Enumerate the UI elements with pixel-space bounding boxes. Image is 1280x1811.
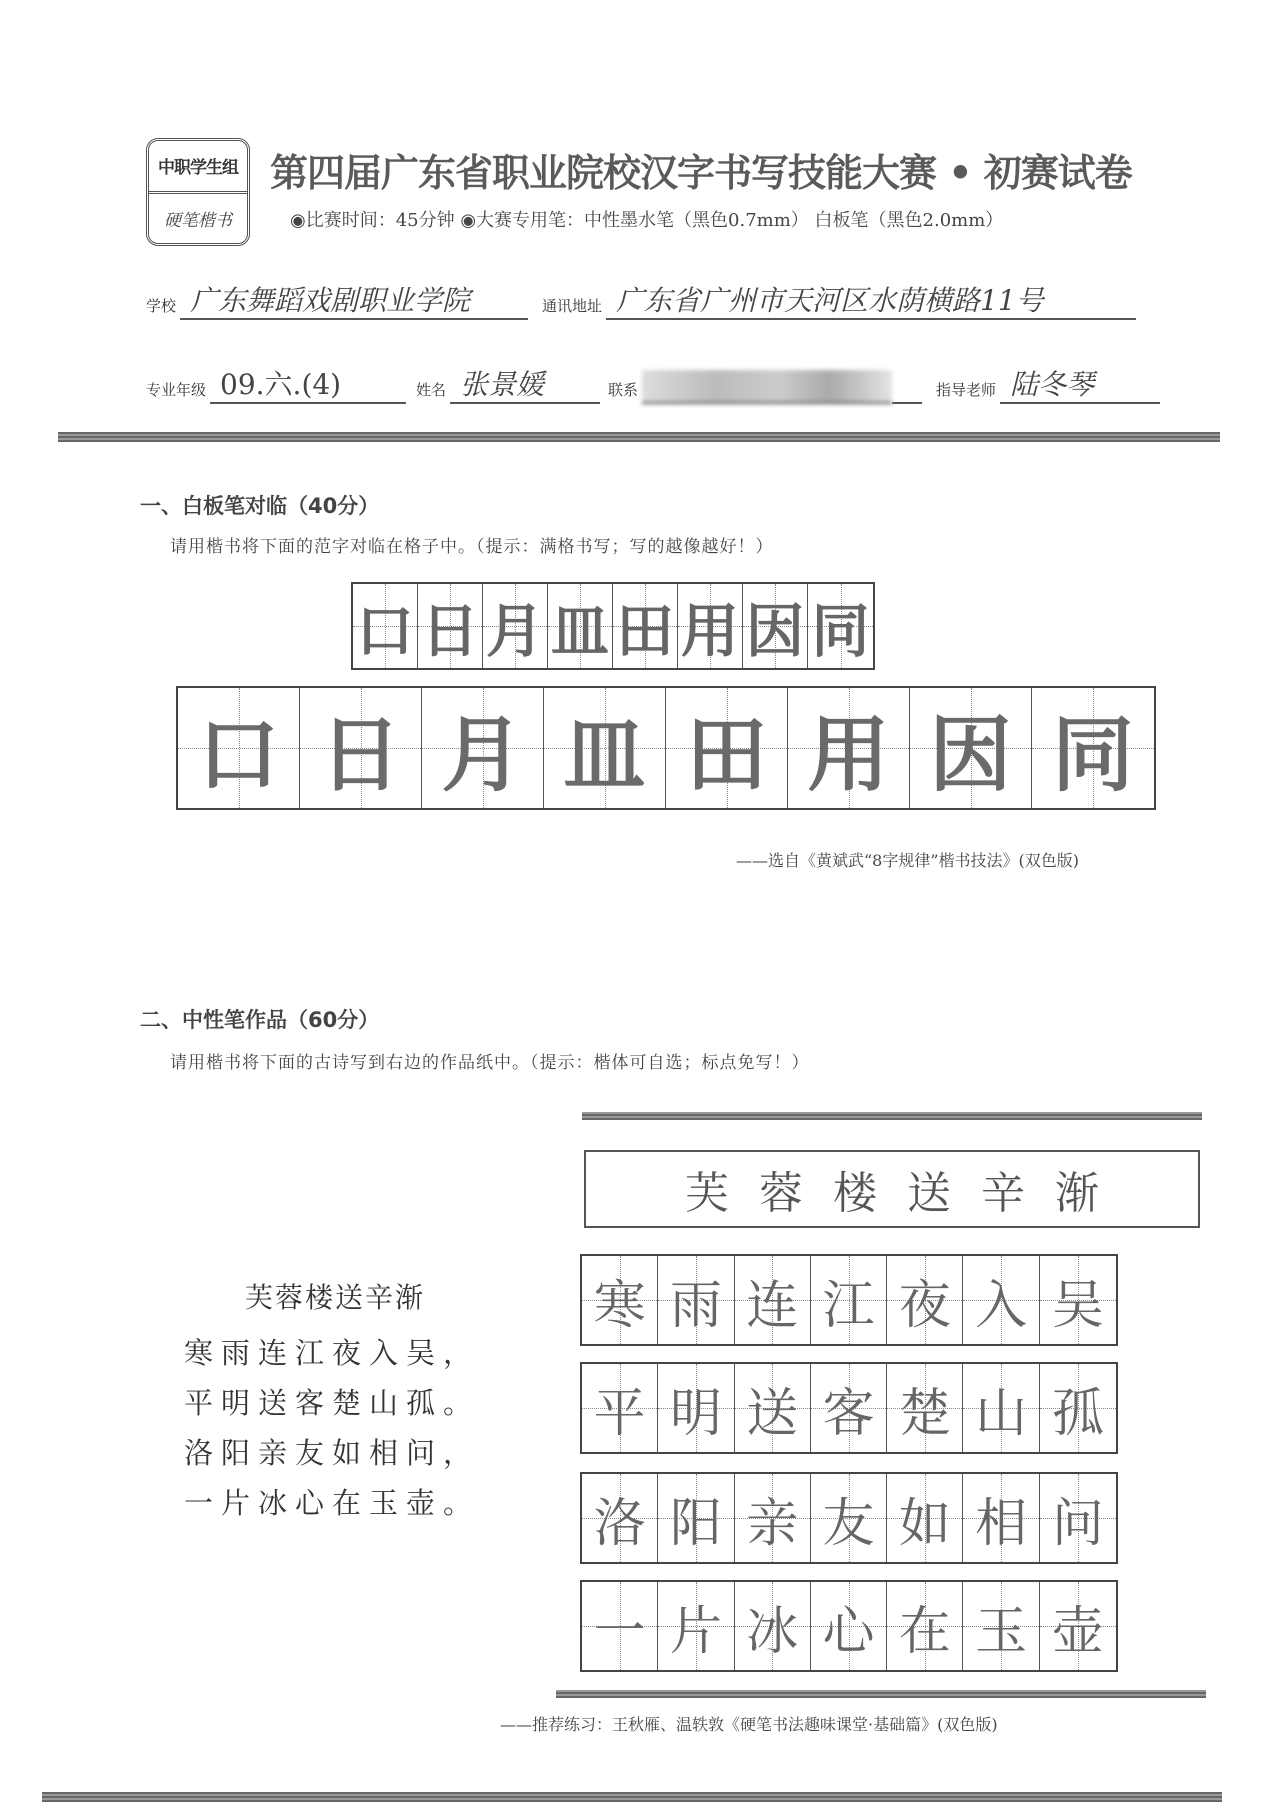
copy-cell[interactable]: 因	[910, 688, 1032, 808]
work-grid-row-3	[580, 1472, 1118, 1564]
work-cell[interactable]: 吴	[1040, 1256, 1116, 1344]
work-cell[interactable]: 平	[582, 1364, 658, 1452]
work-cell[interactable]: 冰	[735, 1582, 811, 1670]
model-character-grid	[351, 582, 875, 670]
copy-cell[interactable]: 日	[300, 688, 422, 808]
work-cell[interactable]: 客	[811, 1364, 887, 1452]
work-cell[interactable]: 友	[811, 1474, 887, 1562]
name-field[interactable]: 张景媛	[450, 368, 600, 404]
work-paper-top-border	[582, 1112, 1202, 1120]
recommendation-note: ——推荐练习：王秋雁、温轶敦《硬笔书法趣味课堂·基础篇》(双色版)	[500, 1715, 998, 1734]
work-cell[interactable]: 夜	[887, 1256, 963, 1344]
work-cell[interactable]: 雨	[658, 1256, 734, 1344]
teacher-label: 指导老师	[936, 381, 997, 399]
section-1-heading: 一、白板笔对临（40分）	[140, 494, 380, 518]
work-cell[interactable]: 山	[963, 1364, 1039, 1452]
model-cell: 口	[353, 584, 418, 668]
work-grid-row-2	[580, 1362, 1118, 1454]
work-cell[interactable]: 如	[887, 1474, 963, 1562]
contact-label: 联系	[608, 381, 639, 399]
poem-line: 平明送客楚山孤。	[184, 1386, 481, 1420]
work-cell[interactable]: 亲	[735, 1474, 811, 1562]
section-2-heading: 二、中性笔作品（60分）	[140, 1008, 380, 1032]
work-cell[interactable]: 连	[735, 1256, 811, 1344]
work-cell[interactable]: 明	[658, 1364, 734, 1452]
model-cell: 田	[613, 584, 678, 668]
model-cell: 日	[418, 584, 483, 668]
work-cell[interactable]: 在	[887, 1582, 963, 1670]
copy-character-grid	[176, 686, 1156, 810]
school-field[interactable]: 广东舞蹈戏剧职业学院	[180, 284, 528, 320]
work-cell[interactable]: 洛	[582, 1474, 658, 1562]
copy-cell[interactable]: 用	[788, 688, 910, 808]
info-row-2	[146, 368, 1160, 404]
poem-line: 洛阳亲友如相问，	[184, 1436, 481, 1470]
major-label: 专业年级	[146, 381, 207, 399]
model-cell: 因	[743, 584, 808, 668]
work-cell[interactable]: 孤	[1040, 1364, 1116, 1452]
poem-line: 一片冰心在玉壶。	[184, 1486, 481, 1520]
section-2-instruction: 请用楷书将下面的古诗写到右边的作品纸中。（提示：楷体可自选；标点免写！）	[170, 1053, 810, 1073]
work-cell[interactable]: 心	[811, 1582, 887, 1670]
work-cell[interactable]: 一	[582, 1582, 658, 1670]
poem-line: 寒雨连江夜入吴，	[184, 1336, 481, 1370]
work-grid-row-4	[580, 1580, 1118, 1672]
work-cell[interactable]: 送	[735, 1364, 811, 1452]
section-1-instruction: 请用楷书将下面的范字对临在格子中。（提示：满格书写；写的越像越好！）	[170, 537, 774, 557]
contact-underline	[892, 370, 922, 404]
work-cell[interactable]: 片	[658, 1582, 734, 1670]
school-label: 学校	[146, 297, 177, 315]
model-cell: 同	[808, 584, 873, 668]
work-cell[interactable]: 相	[963, 1474, 1039, 1562]
contact-field-redacted[interactable]	[642, 370, 892, 404]
page-title: 第四届广东省职业院校汉字书写技能大赛 • 初赛试卷	[270, 151, 1132, 195]
header-divider	[58, 432, 1220, 442]
category-badge	[146, 138, 250, 246]
address-label: 通讯地址	[542, 297, 603, 315]
copy-cell[interactable]: 皿	[544, 688, 666, 808]
teacher-field[interactable]: 陆冬琴	[1000, 368, 1160, 404]
model-cell: 皿	[548, 584, 613, 668]
address-field[interactable]: 广东省广州市天河区水荫横路11号	[606, 284, 1136, 320]
work-cell[interactable]: 寒	[582, 1256, 658, 1344]
copy-cell[interactable]: 田	[666, 688, 788, 808]
badge-group-label: 中职学生组	[149, 141, 247, 194]
name-label: 姓名	[416, 381, 447, 399]
work-paper-title[interactable]: 芙蓉楼送辛渐	[584, 1150, 1200, 1228]
poem-title: 芙蓉楼送辛渐	[244, 1281, 425, 1314]
work-cell[interactable]: 阳	[658, 1474, 734, 1562]
footer-divider	[42, 1792, 1222, 1802]
copy-cell[interactable]: 同	[1032, 688, 1154, 808]
section-1-source: ——选自《黄斌武“8字规律”楷书技法》(双色版)	[736, 851, 1080, 870]
work-grid-row-1	[580, 1254, 1118, 1346]
work-paper-bottom-border	[556, 1690, 1206, 1698]
copy-cell[interactable]: 月	[422, 688, 544, 808]
work-cell[interactable]: 入	[963, 1256, 1039, 1344]
copy-cell[interactable]: 口	[178, 688, 300, 808]
poem-text	[184, 1328, 480, 1528]
major-field[interactable]: 09.六.(4)	[210, 368, 406, 404]
exam-rules: ◉比赛时间：45分钟 ◉大赛专用笔：中性墨水笔（黑色0.7mm） 白板笔（黑色2.0mm）	[290, 210, 1004, 231]
info-row-1	[146, 284, 1136, 320]
badge-style-label: 硬笔楷书	[164, 210, 232, 231]
model-cell: 用	[678, 584, 743, 668]
work-cell[interactable]: 江	[811, 1256, 887, 1344]
work-cell[interactable]: 楚	[887, 1364, 963, 1452]
work-cell[interactable]: 壶	[1040, 1582, 1116, 1670]
model-cell: 月	[483, 584, 548, 668]
work-cell[interactable]: 问	[1040, 1474, 1116, 1562]
work-cell[interactable]: 玉	[963, 1582, 1039, 1670]
